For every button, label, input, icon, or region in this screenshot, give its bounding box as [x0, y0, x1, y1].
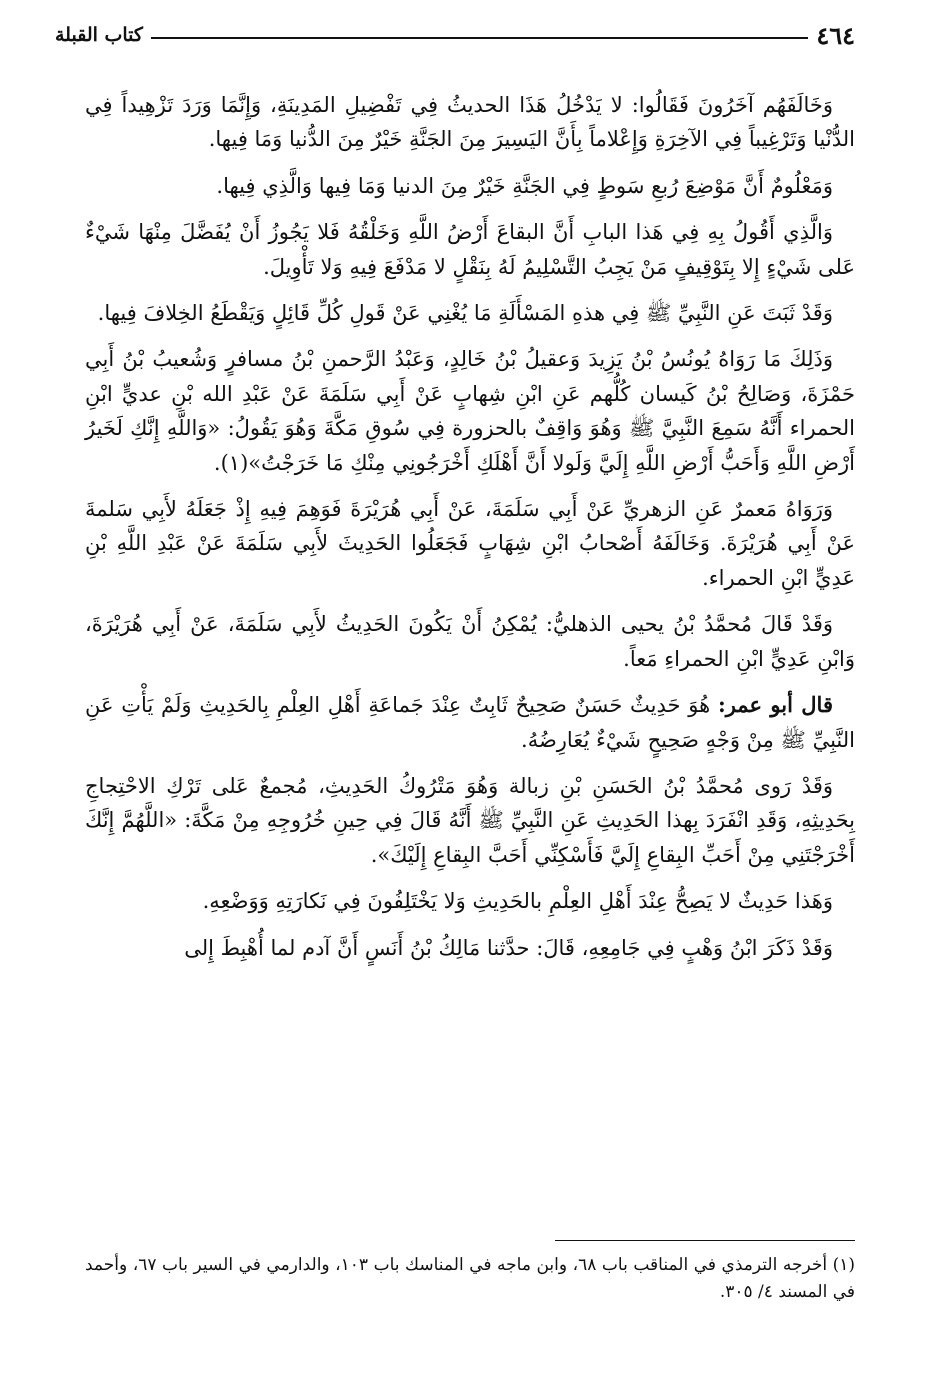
footnote: (١) أخرجه الترمذي في المناقب باب ٦٨، وابن ماجه في المناسك باب ١٠٣، والدارمي في السير باب ٦٧، وأحمد في المسند ٤/ ٣٠٥.	[85, 1255, 856, 1302]
paragraph-lead: قال أبو عمر:	[717, 692, 833, 718]
paragraph: وَذَلِكَ مَا رَوَاهُ يُونُسُ بْنُ يَزِيدَ وَعقيلُ بْنُ خَالِدٍ، وَعَبْدُ الرَّحمنِ بْنُ مسافرٍ وَشُعيبُ بْنُ أَبِي حَمْزَةَ، وَصَالِحُ بْنُ كَيسان كُلُّهم عَنِ ابْنِ شِهابٍ عَنْ أَبِي سَلَمَةَ عَنْ عَبْدِ الله بْنِ عديٍّ ابْنِ الحمراء أَنَّهُ سَمِعَ النَّبِيَّ ﷺ وَهُوَ وَاقِفٌ بالحزورة فِي سُوقِ مَكَّةَ وَهُوَ يَقُولُ: «وَاللَّهِ إِنَّكِ لَخَيرُ أَرْضِ اللَّهِ وَأَحَبُّ أَرْضِ اللَّهِ إِلَيَّ وَلَولا أَنَّ أَهْلَكِ أَخْرَجُونِي مِنْكِ مَا خَرَجْتُ»(١).	[85, 347, 855, 475]
paragraph: وَخَالَفَهُم آخَرُونَ فَقَالُوا: لا يَدْخُلُ هَذَا الحديثُ فِي تَفْضِيلِ المَدِينَةِ، وَإِنَّمَا وَرَدَ تَزْهِيداً فِي الدُّنْيا وَتَرْغِيباً فِي الآخِرَةِ وَإِعْلاماً بِأَنَّ اليَسِيرَ مِنَ الجَنَّةِ خَيْرٌ مِنَ الدُّنيا وَمَا فِيها.	[85, 93, 855, 152]
main-text	[85, 88, 855, 977]
paragraph: وَهَذا حَدِيثٌ لا يَصِحُّ عِنْدَ أَهْلِ العِلْمِ بالحَدِيثِ وَلا يَخْتَلِفُونَ فِي نَكارَتِهِ وَوَضْعِهِ.	[202, 889, 833, 914]
header-rule	[151, 37, 808, 39]
page-header	[55, 20, 855, 50]
paragraph: وَرَوَاهُ مَعمرٌ عَنِ الزهريِّ عَنْ أَبِي سَلَمَةَ، عَنْ أَبِي هُرَيْرَةَ فَوَهِمَ فِيهِ إِذْ جَعَلَهُ لأَبِي سَلمةَ عَنْ أَبِي هُرَيْرَةَ. وَخَالَفَهُ أَصْحابُ ابْنِ شِهَابٍ فَجَعَلُوا الحَدِيثَ لأَبِي سَلَمَةَ عَنْ عَبْدِ اللَّهِ بْنِ عَدِيٍّ ابْنِ الحمراء.	[85, 497, 855, 590]
footnote-separator	[555, 1240, 855, 1241]
paragraph: وَقَدْ رَوى مُحمَّدُ بْنُ الحَسَنِ بْنِ زبالة وَهُوَ مَتْرُوكُ الحَدِيثِ، مُجمعٌ عَلى تَرْكِ الاحْتِجاجِ بِحَدِيثِهِ، وَقَدِ انْفَرَدَ بِهذا الحَدِيثِ عَنِ النَّبِيِّ ﷺ أَنَّهُ قَالَ فِي حِينِ خُرُوجِهِ مِنْ مَكَّةَ: «اللَّهُمَّ إِنَّكَ أَخْرَجْتَنِي مِنْ أَحَبِّ البِقاعِ إِلَيَّ فَأَسْكِنِّي أَحَبَّ البِقاعِ إِلَيْكَ».	[85, 773, 855, 867]
paragraph: وَمَعْلُومٌ أَنَّ مَوْضِعَ رُبعِ سَوطٍ فِي الجَنَّةِ خَيْرٌ مِنَ الدنيا وَمَا فِيها وَالَّذِي فِيها.	[216, 173, 833, 198]
paragraph: وَقَدْ ثَبَتَ عَنِ النَّبِيِّ ﷺ فِي هذهِ المَسْأَلَةِ مَا يُغْنِي عَنْ قَولِ كُلِّ قَائِلٍ وَيَقْطَعُ الخِلافَ فِيها.	[97, 301, 833, 326]
page-number: ٤٦٤	[816, 20, 855, 50]
paragraph: قال أبو عمر: هُوَ حَدِيثٌ حَسَنٌ صَحِيحٌ ثَابِتٌ عِنْدَ جَماعَةِ أَهْلِ العِلْمِ بِالحَدِيثِ وَلَمْ يَأْتِ عَنِ النَّبِيِّ ﷺ مِنْ وَجْهٍ صَحِيحٍ شَيْءٌ يُعَارِضُهُ.	[85, 692, 855, 752]
paragraph: وَقَدْ قَالَ مُحمَّدُ بْنُ يحيى الذهليُّ: يُمْكِنُ أَنْ يَكُونَ الحَدِيثُ لأَبِي سَلَمَةَ، عَنْ أَبِي هُرَيْرَةَ، وَابْنِ عَدِيٍّ ابْنِ الحمراءِ مَعاً.	[85, 612, 855, 671]
chapter-title: كتاب القبلة	[55, 24, 143, 46]
paragraph: وَالَّذِي أَقُولُ بِهِ فِي هَذا البابِ أَنَّ البقاعَ أَرْضُ اللَّهِ وَخَلْقُهُ فَلا يَجُوزُ أَنْ يُفَضَّلَ مِنْهَا شَيْءٌ عَلى شَيْءٍ إِلا بِتَوْقِيفٍ مَنْ يَجِبُ التَّسْلِيمُ لَهُ بِنَقْلٍ لا مَدْفَعَ فِيهِ وَلا تَأْوِيلَ.	[85, 220, 855, 279]
paragraph: وَقَدْ ذَكَرَ ابْنُ وَهْبٍ فِي جَامِعِهِ، قَالَ: حدَّثنا مَالِكُ بْنُ أَنَسٍ أَنَّ آدم لما أُهْبِطَ إِلى	[184, 935, 833, 960]
